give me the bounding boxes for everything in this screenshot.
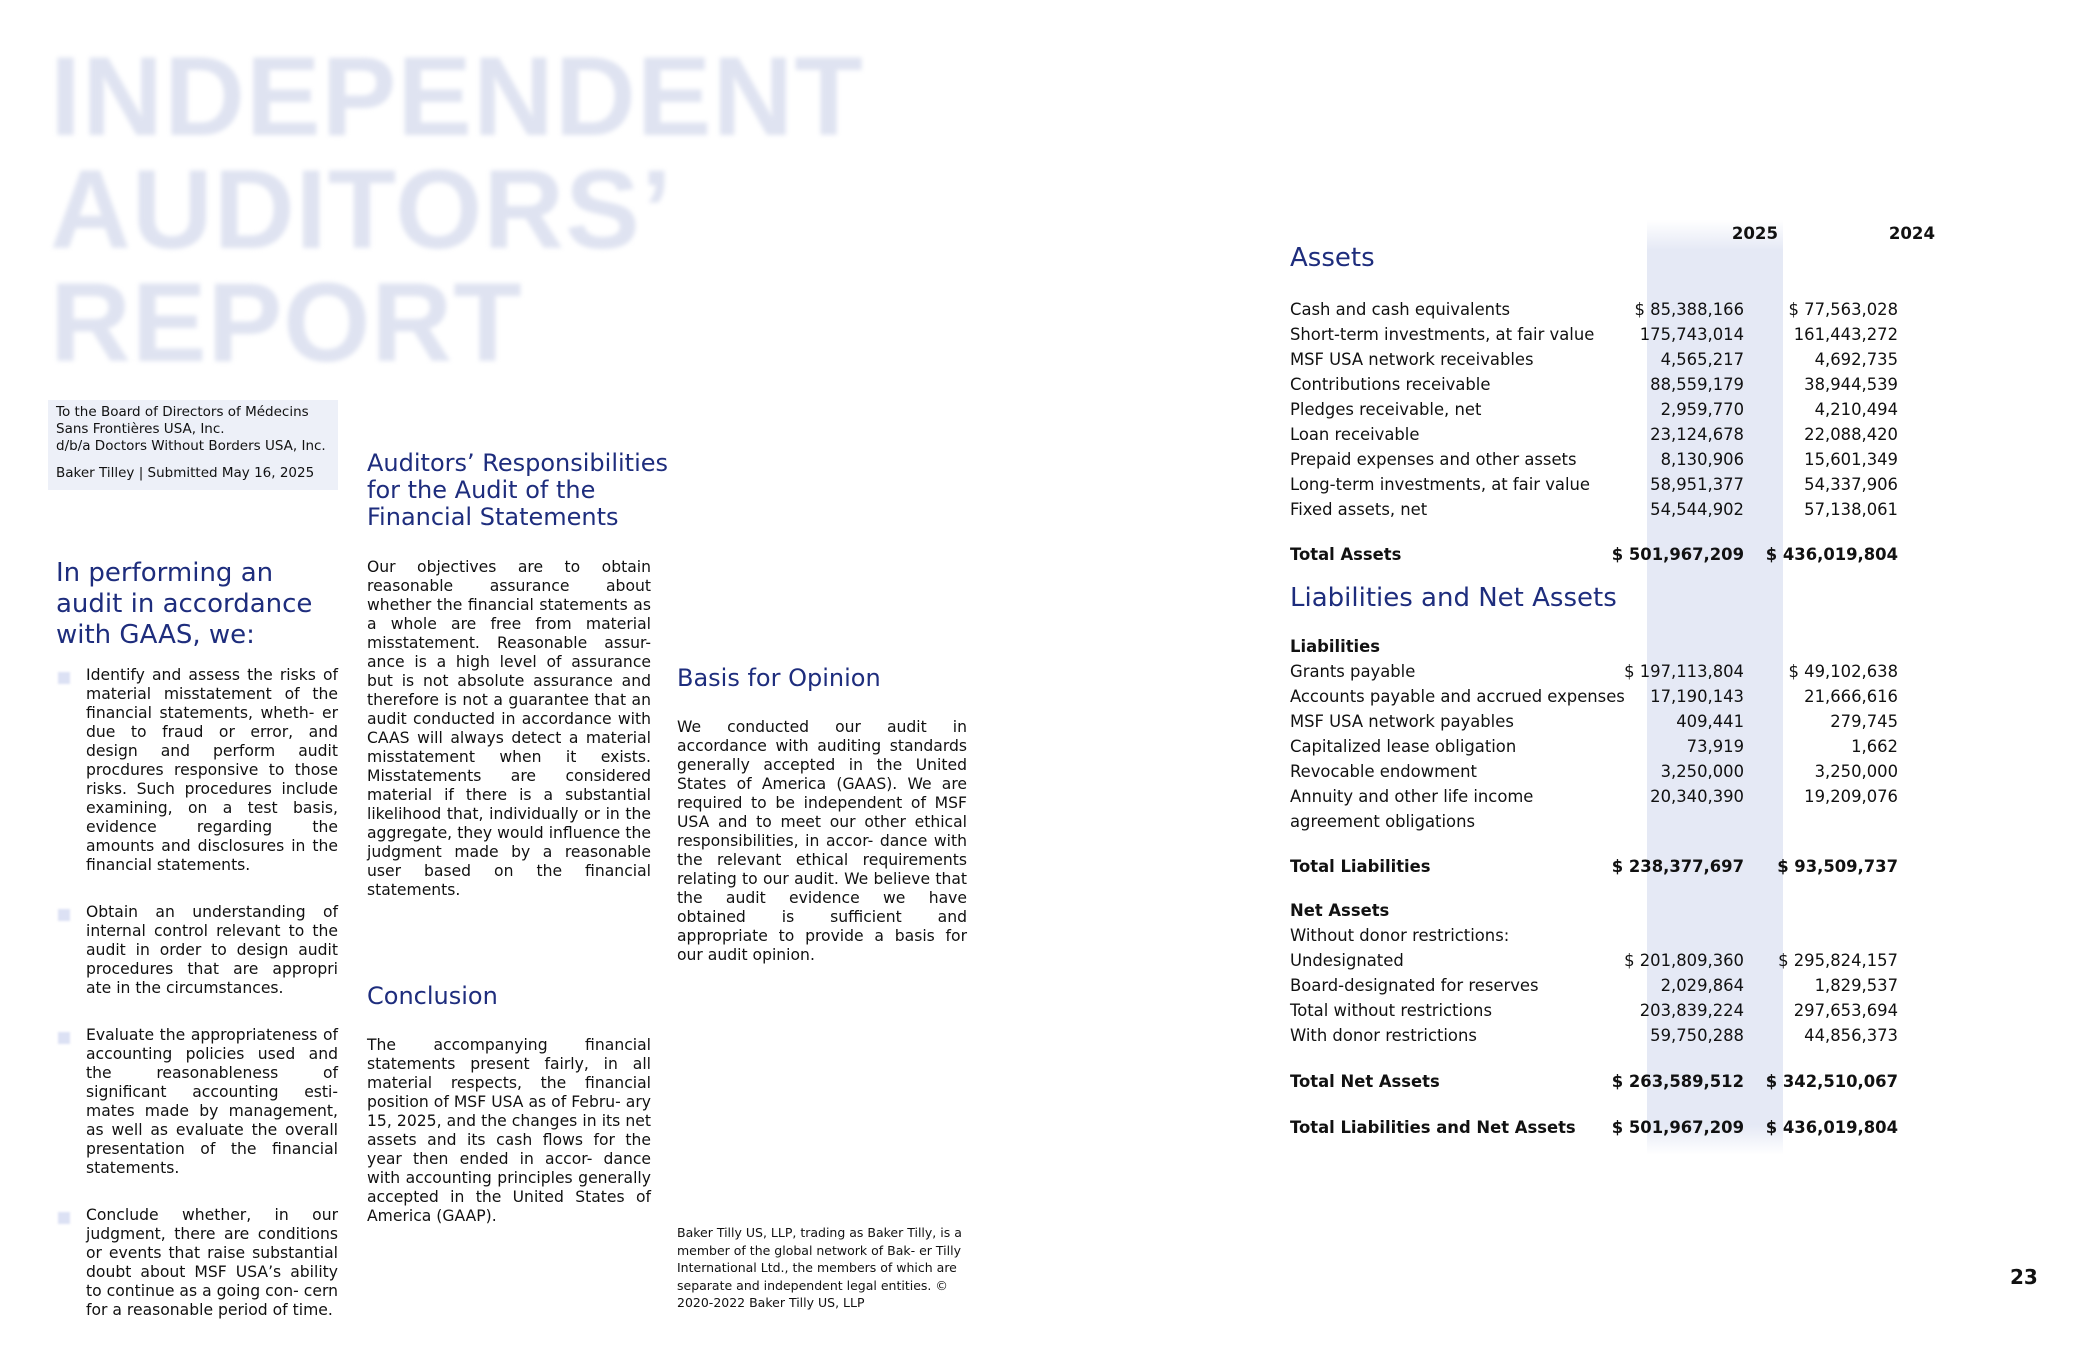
value-2025: 23,124,678 (1650, 425, 1744, 444)
row-label: Total without restrictions (1290, 1001, 1492, 1020)
bullet-square-icon (58, 1032, 70, 1044)
page-number: 23 (2010, 1265, 2038, 1289)
total-row (1290, 1115, 1940, 1140)
value-2024: 3,250,000 (1814, 762, 1898, 781)
addressee-line: Sans Frontières USA, Inc. (56, 421, 225, 437)
value-2025: 175,743,014 (1639, 325, 1744, 344)
addressee-line: To the Board of Directors of Médecins (56, 404, 309, 420)
bullet-text: Evaluate the appropriateness of accounting policies used and the reasonableness of significant accounting esti- mates made by management, as well as evaluate the overall presentation of the financial statements. (86, 1026, 338, 1177)
page-title (50, 34, 1050, 385)
value-2025: 2,029,864 (1660, 976, 1744, 995)
value-2024: $ 77,563,028 (1788, 300, 1898, 319)
value-2025: $ 85,388,166 (1634, 300, 1744, 319)
value-2024: 57,138,061 (1804, 500, 1898, 519)
row-label: Fixed assets, net (1290, 500, 1428, 519)
table-row (1290, 684, 1940, 709)
value-2024: 161,443,272 (1793, 325, 1898, 344)
row-label: Total Liabilities and Net Assets (1290, 1118, 1576, 1137)
value-2025: 58,951,377 (1650, 475, 1744, 494)
value-2025: 8,130,906 (1660, 450, 1744, 469)
gaas-bullet-list (56, 666, 338, 1348)
value-2025: 409,441 (1676, 712, 1744, 731)
value-2025: $ 238,377,697 (1611, 857, 1744, 876)
row-label: Without donor restrictions: (1290, 926, 1510, 945)
value-2024: 44,856,373 (1804, 1026, 1898, 1045)
table-row (1290, 709, 1940, 734)
value-2025: 203,839,224 (1639, 1001, 1744, 1020)
bullet-square-icon (58, 909, 70, 921)
table-row (1290, 809, 1940, 834)
table-row (1290, 659, 1940, 684)
row-label: Liabilities (1290, 637, 1381, 656)
value-2025: 3,250,000 (1660, 762, 1744, 781)
row-label: MSF USA network payables (1290, 712, 1514, 731)
value-2024: 22,088,420 (1804, 425, 1898, 444)
value-2025: 20,340,390 (1650, 787, 1744, 806)
value-2024: 1,662 (1851, 737, 1898, 756)
row-label: Loan receivable (1290, 425, 1420, 444)
page-title-line-2: AUDITORS’ REPORT (50, 147, 667, 385)
bullet-square-icon (58, 672, 70, 684)
value-2025: 2,959,770 (1660, 400, 1744, 419)
responsibilities-body: Our objectives are to obtain reasonable assurance about whether the financial statements as a whole are free from material misstatement. Reasonable assur- ance is a high level of assurance but is not absolute assurance and therefore is not a guarantee that an audit conducted in accordance with CAAS will always detect a material misstatement when it exists. Misstatements are considered material if there is a substantial likelihood that, individually or in the aggregate, they would influence the judgment made by a reasonable user based on the financial statements. (367, 558, 651, 899)
row-label: Accounts payable and accrued expenses (1290, 687, 1625, 706)
row-label: With donor restrictions (1290, 1026, 1477, 1045)
bullet-text: Obtain an understanding of internal control relevant to the audit in order to design audit procedures that are appropri ate in the circumstances. (86, 903, 338, 997)
value-2024: 54,337,906 (1804, 475, 1898, 494)
value-2024: 297,653,694 (1793, 1001, 1898, 1020)
row-label: Total Net Assets (1290, 1072, 1440, 1091)
value-2024: 38,944,539 (1804, 375, 1898, 394)
table-row (1290, 397, 1940, 422)
table-row (1290, 923, 1940, 948)
row-label: Grants payable (1290, 662, 1416, 681)
page-title-line-1: INDEPENDENT (50, 34, 864, 159)
row-label: Board-designated for reserves (1290, 976, 1539, 995)
list-item (56, 903, 338, 998)
total-row (1290, 542, 1940, 567)
row-label: Total Assets (1290, 545, 1402, 564)
addressee-line: d/b/a Doctors Without Borders USA, Inc. (56, 438, 326, 454)
value-2024: 1,829,537 (1814, 976, 1898, 995)
value-2025: 73,919 (1686, 737, 1744, 756)
row-label: Capitalized lease obligation (1290, 737, 1517, 756)
addressee-block (48, 400, 338, 490)
auditor-footnote: Baker Tilly US, LLP, trading as Baker Tilly, is a member of the global network of Bak- er Tilly International Ltd., the members of which are separate and independent legal entities. © 2020-2022 Baker Tilly US, LLP (677, 1225, 962, 1310)
value-2024: 19,209,076 (1804, 787, 1898, 806)
list-item (56, 1206, 338, 1320)
row-label: Cash and cash equivalents (1290, 300, 1511, 319)
row-label: Contributions receivable (1290, 375, 1491, 394)
table-row (1290, 322, 1940, 347)
table-row (1290, 297, 1940, 322)
row-label: Annuity and other life income (1290, 787, 1534, 806)
row-label: Short-term investments, at fair value (1290, 325, 1595, 344)
value-2025: $ 201,809,360 (1624, 951, 1744, 970)
total-row (1290, 854, 1940, 879)
conclusion-body: The accompanying financial statements present fairly, in all material respects, the financial position of MSF USA as of Febru- ary 15, 2025, and the changes in its net assets and its cash flows for the year then ended in accor- dance with accounting principles generally accepted in the United States of America (GAAP). (367, 1036, 651, 1225)
value-2025: $ 501,967,209 (1611, 1118, 1744, 1137)
value-2024: 4,692,735 (1814, 350, 1898, 369)
value-2024: $ 436,019,804 (1765, 545, 1898, 564)
conclusion-heading: Conclusion (367, 982, 498, 1010)
table-row (1290, 734, 1940, 759)
table-row (1290, 759, 1940, 784)
subsection-row (1290, 898, 1940, 923)
row-label: Long-term investments, at fair value (1290, 475, 1591, 494)
value-2024: 4,210,494 (1814, 400, 1898, 419)
bullet-text: Conclude whether, in our judgment, there are conditions or events that raise substantial doubt about MSF USA’s ability to continue as a going con- cern for a reasonable period of time. (86, 1206, 338, 1319)
table-row (1290, 422, 1940, 447)
year-header-2024: 2024 (1888, 224, 1935, 243)
list-item (56, 666, 338, 875)
assets-heading: Assets (1290, 243, 1375, 273)
total-row (1290, 1069, 1940, 1094)
value-2024: 279,745 (1830, 712, 1898, 731)
table-row (1290, 372, 1940, 397)
value-2025: 4,565,217 (1660, 350, 1744, 369)
value-2024: 21,666,616 (1804, 687, 1898, 706)
table-row (1290, 948, 1940, 973)
table-row (1290, 973, 1940, 998)
value-2024: $ 295,824,157 (1778, 951, 1898, 970)
responsibilities-heading: Auditors’ Responsibilities for the Audit of the Financial Statements (367, 449, 669, 531)
value-2025: $ 263,589,512 (1611, 1072, 1744, 1091)
value-2024: $ 93,509,737 (1777, 857, 1898, 876)
liabilities-heading: Liabilities and Net Assets (1290, 583, 1617, 613)
table-row (1290, 447, 1940, 472)
table-row (1290, 784, 1940, 809)
value-2025: 17,190,143 (1650, 687, 1744, 706)
submitted-line: Baker Tilley | Submitted May 16, 2025 (56, 465, 315, 481)
value-2025: 59,750,288 (1650, 1026, 1744, 1045)
row-label: agreement obligations (1290, 812, 1475, 831)
value-2024: 15,601,349 (1804, 450, 1898, 469)
row-label: MSF USA network receivables (1290, 350, 1534, 369)
row-label: Revocable endowment (1290, 762, 1477, 781)
subsection-row (1290, 634, 1940, 659)
row-label: Net Assets (1290, 901, 1390, 920)
row-label: Total Liabilities (1290, 857, 1431, 876)
row-label: Undesignated (1290, 951, 1404, 970)
year-header-2025: 2025 (1731, 224, 1778, 243)
value-2025: 54,544,902 (1650, 500, 1744, 519)
value-2024: $ 49,102,638 (1788, 662, 1898, 681)
gaas-heading: In performing an audit in accordance with GAAS, we: (56, 558, 313, 650)
value-2025: 88,559,179 (1650, 375, 1744, 394)
list-item (56, 1026, 338, 1178)
table-row (1290, 1023, 1940, 1048)
row-label: Pledges receivable, net (1290, 400, 1482, 419)
bullet-square-icon (58, 1212, 70, 1224)
value-2024: $ 342,510,067 (1765, 1072, 1898, 1091)
table-row (1290, 347, 1940, 372)
table-row (1290, 998, 1940, 1023)
value-2025: $ 197,113,804 (1624, 662, 1744, 681)
row-label: Prepaid expenses and other assets (1290, 450, 1577, 469)
basis-body: We conducted our audit in accordance with auditing standards generally accepted in the United States of America (GAAS). We are required to be independent of MSF USA and to meet our other ethical responsibilities, in accor- dance with the relevant ethical requirements relating to our audit. We believe that the audit evidence we have obtained is sufficient and appropriate to provide a basis for our audit opinion. (677, 718, 967, 964)
bullet-text: Identify and assess the risks of material misstatement of the financial statements, wheth- er due to fraud or error, and design and perform audit procdures responsive to those risks. Such procedures include examining, on a test basis, evidence regarding the amounts and disclosures in the financial statements. (86, 666, 338, 874)
table-row (1290, 497, 1940, 522)
value-2024: $ 436,019,804 (1765, 1118, 1898, 1137)
value-2025: $ 501,967,209 (1611, 545, 1744, 564)
table-row (1290, 472, 1940, 497)
basis-heading: Basis for Opinion (677, 664, 881, 692)
